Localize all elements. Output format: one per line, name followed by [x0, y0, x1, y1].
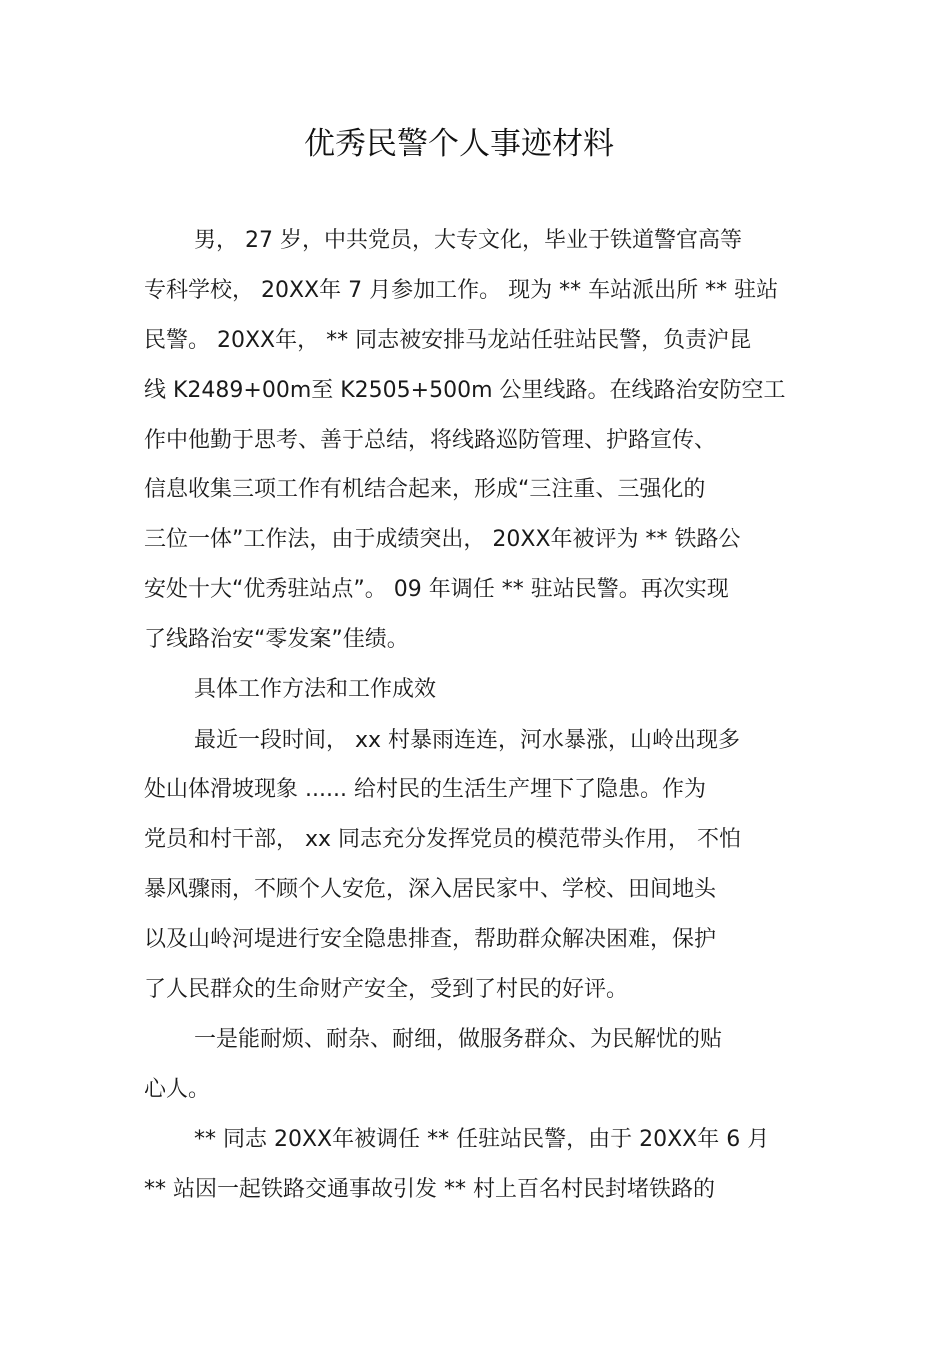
body-line-7: 三位一体”工作法，由于成绩突出， 20XX年被评为 ** 铁路公	[144, 527, 741, 552]
body-line-2: 专科学校， 20XX年 7 月参加工作。 现为 ** 车站派出所 ** 驻站	[144, 278, 779, 303]
body-line-6: 信息收集三项工作有机结合起来，形成“三注重、三强化的	[144, 477, 706, 502]
body-line-8: 安处十大“优秀驻站点”。 09 年调任 ** 驻站民警。再次实现	[144, 577, 729, 602]
body-line-12: 处山体滑坡现象 ...... 给村民的生活生产埋下了隐患。作为	[144, 777, 706, 802]
body-line-4: 线 K2489+00m至 K2505+500m 公里线路。在线路治安防空工	[144, 378, 786, 403]
body-line-18: 心人。	[144, 1077, 211, 1102]
body-line-20: ** 站因一起铁路交通事故引发 ** 村上百名村民封堵铁路的	[144, 1177, 715, 1202]
section-heading: 具体工作方法和工作成效	[194, 677, 437, 702]
body-line-5: 作中他勤于思考、善于总结，将线路巡防管理、护路宣传、	[144, 428, 717, 453]
body-line-16: 了人民群众的生命财产安全，受到了村民的好评。	[144, 977, 629, 1002]
body-line-9: 了线路治安“零发案”佳绩。	[144, 627, 409, 652]
body-line-17: 一是能耐烦、耐杂、耐细，做服务群众、为民解忧的贴	[194, 1027, 723, 1052]
body-line-13: 党员和村干部， xx 同志充分发挥党员的模范带头作用， 不怕	[144, 827, 742, 852]
body-line-15: 以及山岭河堤进行安全隐患排查，帮助群众解决困难，保护	[144, 927, 717, 952]
body-line-19: ** 同志 20XX年被调任 ** 任驻站民警，由于 20XX年 6 月	[194, 1127, 770, 1152]
body-line-14: 暴风骤雨，不顾个人安危，深入居民家中、学校、田间地头	[144, 877, 717, 902]
body-line-11: 最近一段时间， xx 村暴雨连连，河水暴涨，山岭出现多	[194, 728, 741, 753]
body-line-1: 男， 27 岁，中共党员，大专文化，毕业于铁道警官高等	[194, 228, 742, 253]
document-title: 优秀民警个人事迹材料	[304, 126, 614, 162]
body-line-3: 民警。 20XX年， ** 同志被安排马龙站任驻站民警，负责沪昆	[144, 328, 752, 353]
